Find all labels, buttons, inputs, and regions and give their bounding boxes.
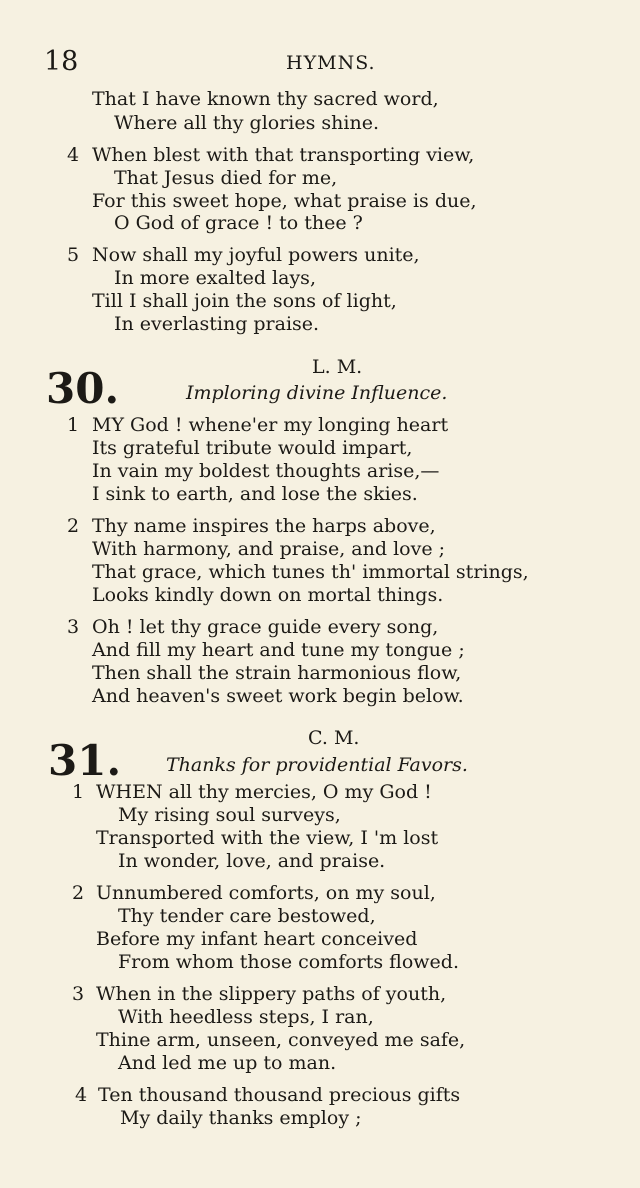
verse-line: In vain my boldest thoughts arise,— — [92, 460, 440, 482]
verse-line: And fill my heart and tune my tongue ; — [92, 639, 465, 661]
page-number: 18 — [44, 46, 79, 77]
verse-line: Oh ! let thy grace guide every song, — [92, 616, 439, 638]
stanza-number: 3 — [72, 983, 85, 1005]
hymn-number: 30. — [46, 364, 120, 413]
verse-line: Ten thousand thousand precious gifts — [98, 1084, 461, 1106]
verse-line: And led me up to man. — [118, 1052, 337, 1074]
stanza-number: 4 — [67, 144, 80, 166]
verse-line: Where all thy glories shine. — [114, 112, 379, 134]
verse-line: And heaven's sweet work begin below. — [92, 685, 464, 707]
running-title: HYMNS. — [286, 52, 376, 74]
verse-line: In more exalted lays, — [114, 267, 316, 289]
verse-line: In everlasting praise. — [114, 313, 320, 335]
stanza-number: 2 — [72, 882, 85, 904]
verse-line: Thy tender care bestowed, — [118, 905, 376, 927]
hymn-title: Thanks for providential Favors. — [166, 754, 468, 776]
verse-line: WHEN all thy mercies, O my God ! — [96, 781, 432, 803]
verse-line: From whom those comforts flowed. — [118, 951, 459, 973]
verse-line: Thy name inspires the harps above, — [92, 515, 436, 537]
hymn-meter: C. M. — [308, 727, 360, 749]
verse-line: That Jesus died for me, — [114, 167, 338, 189]
verse-line: That grace, which tunes th' immortal strings, — [92, 561, 529, 583]
verse-line: Now shall my joyful powers unite, — [92, 244, 420, 266]
verse-line: O God of grace ! to thee ? — [114, 212, 363, 234]
verse-line: When in the slippery paths of youth, — [96, 983, 447, 1005]
verse-line: When blest with that transporting view, — [92, 144, 475, 166]
verse-line: I sink to earth, and lose the skies. — [92, 483, 418, 505]
stanza-number: 1 — [67, 414, 80, 436]
hymn-number: 31. — [48, 736, 122, 785]
verse-line: MY God ! whene'er my longing heart — [92, 414, 449, 436]
verse-line: My daily thanks employ ; — [120, 1107, 362, 1129]
stanza-number: 1 — [72, 781, 85, 803]
verse-line: Unnumbered comforts, on my soul, — [96, 882, 436, 904]
hymn-meter: L. M. — [312, 356, 363, 378]
verse-line: Looks kindly down on mortal things. — [92, 584, 444, 606]
stanza-number: 5 — [67, 244, 80, 266]
verse-line: That I have known thy sacred word, — [92, 88, 439, 110]
stanza-number: 2 — [67, 515, 80, 537]
verse-line: My rising soul surveys, — [118, 804, 341, 826]
verse-line: With heedless steps, I ran, — [118, 1006, 374, 1028]
running-header — [0, 46, 640, 78]
stanza-number: 4 — [75, 1084, 88, 1106]
verse-line: Then shall the strain harmonious flow, — [92, 662, 462, 684]
verse-line: In wonder, love, and praise. — [118, 850, 386, 872]
verse-line: Till I shall join the sons of light, — [92, 290, 397, 312]
verse-line: For this sweet hope, what praise is due, — [92, 190, 477, 212]
stanza-number: 3 — [67, 616, 80, 638]
verse-line: Its grateful tribute would impart, — [92, 437, 413, 459]
verse-line: Transported with the view, I 'm lost — [96, 827, 439, 849]
verse-line: Before my infant heart conceived — [96, 928, 418, 950]
verse-line: With harmony, and praise, and love ; — [92, 538, 446, 560]
hymn-title: Imploring divine Influence. — [186, 382, 448, 404]
verse-line: Thine arm, unseen, conveyed me safe, — [96, 1029, 466, 1051]
